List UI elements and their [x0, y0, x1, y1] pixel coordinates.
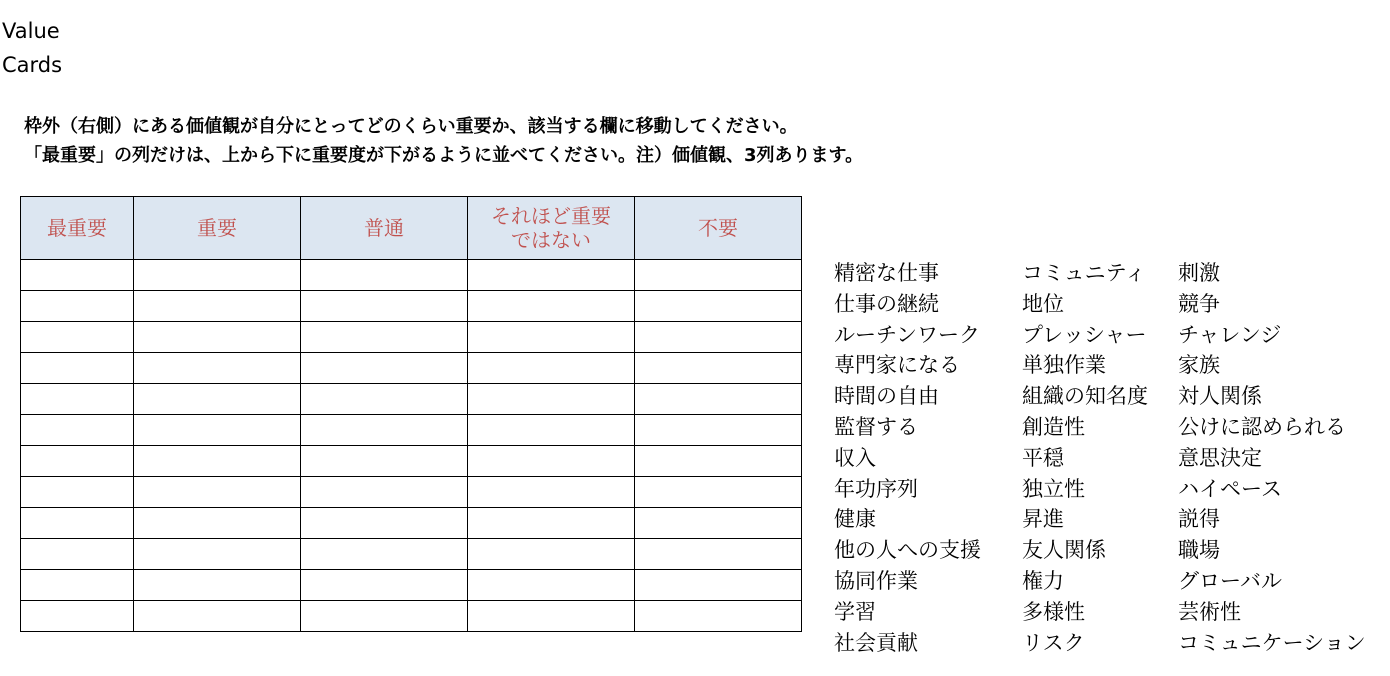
drop-cell[interactable]: [134, 601, 301, 632]
drop-cell[interactable]: [468, 291, 635, 322]
value-card[interactable]: コミュニティ: [1022, 261, 1146, 285]
value-card[interactable]: ハイペース: [1178, 476, 1282, 501]
value-card[interactable]: 単独作業: [1022, 353, 1106, 378]
drop-cell[interactable]: [21, 353, 134, 384]
header-not-so-important: [468, 197, 635, 260]
table-row: [21, 601, 802, 632]
table-row: [21, 508, 802, 539]
table-header-row: [21, 197, 802, 260]
table-row: [21, 477, 802, 508]
drop-cell[interactable]: [635, 570, 802, 601]
drop-cell[interactable]: [134, 446, 301, 477]
drop-cell[interactable]: [468, 415, 635, 446]
drop-cell[interactable]: [134, 539, 301, 570]
drop-cell[interactable]: [301, 477, 468, 508]
header-normal: 普通: [301, 197, 468, 260]
value-card[interactable]: 職場: [1178, 538, 1220, 563]
drop-cell[interactable]: [134, 508, 301, 539]
drop-cell[interactable]: [468, 260, 635, 291]
drop-cell[interactable]: [635, 477, 802, 508]
drop-cell[interactable]: [468, 322, 635, 353]
value-card[interactable]: 学習: [834, 599, 876, 624]
drop-cell[interactable]: [468, 570, 635, 601]
value-card[interactable]: 健康: [834, 507, 876, 532]
table-row: [21, 539, 802, 570]
table-row: [21, 322, 802, 353]
value-card[interactable]: リスク: [1022, 630, 1085, 655]
drop-cell[interactable]: [635, 415, 802, 446]
value-card[interactable]: 地位: [1022, 291, 1064, 316]
drop-cell[interactable]: [635, 446, 802, 477]
drop-cell[interactable]: [635, 539, 802, 570]
table-row: [21, 384, 802, 415]
drop-cell[interactable]: [468, 601, 635, 632]
value-card[interactable]: ルーチンワーク: [834, 322, 980, 347]
drop-cell[interactable]: [635, 601, 802, 632]
value-card[interactable]: 協同作業: [834, 568, 918, 593]
drop-cell[interactable]: [21, 601, 134, 632]
value-card[interactable]: 仕事の継続: [834, 291, 939, 316]
drop-cell[interactable]: [468, 539, 635, 570]
drop-cell[interactable]: [635, 508, 802, 539]
drop-cell[interactable]: [468, 508, 635, 539]
drop-cell[interactable]: [134, 353, 301, 384]
drop-cell[interactable]: [134, 570, 301, 601]
instructions: [24, 112, 863, 170]
drop-cell[interactable]: [21, 260, 134, 291]
title-line-2: Cards: [2, 53, 63, 77]
value-card[interactable]: 刺激: [1178, 261, 1220, 285]
header-not-so-important-label: それほど重要ではない: [491, 204, 611, 252]
importance-table: [20, 196, 802, 632]
drop-cell[interactable]: [468, 477, 635, 508]
drop-cell[interactable]: [21, 415, 134, 446]
table-body: [21, 260, 802, 632]
value-card[interactable]: 独立性: [1022, 476, 1085, 501]
drop-cell[interactable]: [635, 353, 802, 384]
drop-cell[interactable]: [21, 384, 134, 415]
drop-cell[interactable]: [635, 260, 802, 291]
header-unnecessary: 不要: [635, 197, 802, 260]
drop-cell[interactable]: [301, 260, 468, 291]
drop-cell[interactable]: [134, 384, 301, 415]
table-row: [21, 260, 802, 291]
value-card[interactable]: 友人関係: [1022, 538, 1106, 563]
value-card[interactable]: チャレンジ: [1178, 322, 1282, 347]
value-card[interactable]: 平穏: [1022, 445, 1064, 470]
drop-cell[interactable]: [301, 570, 468, 601]
value-card[interactable]: 競争: [1178, 291, 1220, 316]
drop-cell[interactable]: [301, 601, 468, 632]
table-row: [21, 570, 802, 601]
drop-cell[interactable]: [134, 322, 301, 353]
value-cards-column-2: [1022, 258, 1178, 658]
document-title: [2, 14, 62, 82]
value-card[interactable]: 権力: [1022, 568, 1064, 593]
drop-cell[interactable]: [301, 539, 468, 570]
value-card[interactable]: 収入: [834, 445, 876, 470]
value-card[interactable]: 対人関係: [1178, 384, 1262, 409]
value-card[interactable]: 監督する: [834, 414, 918, 439]
header-important: 重要: [134, 197, 301, 260]
header-most-important: 最重要: [21, 197, 134, 260]
value-card[interactable]: 社会貢献: [834, 630, 918, 655]
value-cards-column-1: [834, 258, 1022, 658]
value-card[interactable]: 年功序列: [834, 476, 918, 501]
drop-cell[interactable]: [134, 415, 301, 446]
value-card[interactable]: 公けに認められる: [1178, 414, 1346, 439]
drop-cell[interactable]: [301, 508, 468, 539]
instruction-line-2: 「最重要」の列だけは、上から下に重要度が下がるように並べてください。注）価値観、3列あります。: [24, 145, 864, 166]
value-card[interactable]: 他の人への支援: [834, 538, 981, 563]
drop-cell[interactable]: [468, 353, 635, 384]
drop-cell[interactable]: [21, 570, 134, 601]
value-card[interactable]: 専門家になる: [834, 353, 960, 378]
instruction-line-1: 枠外（右側）にある価値観が自分にとってどのくらい重要か、該当する欄に移動してください。: [24, 116, 798, 137]
drop-cell[interactable]: [635, 384, 802, 415]
value-card[interactable]: コミュニケーション: [1178, 630, 1366, 655]
table-row: [21, 446, 802, 477]
value-card[interactable]: グローバル: [1178, 568, 1282, 593]
table-row: [21, 415, 802, 446]
value-card[interactable]: 組織の知名度: [1022, 384, 1148, 409]
value-card[interactable]: 意思決定: [1178, 445, 1262, 470]
table-row: [21, 353, 802, 384]
drop-cell[interactable]: [21, 446, 134, 477]
value-card[interactable]: 家族: [1178, 353, 1220, 378]
value-cards-column-3: [1178, 258, 1388, 658]
drop-cell[interactable]: [468, 446, 635, 477]
drop-cell[interactable]: [21, 477, 134, 508]
drop-cell[interactable]: [134, 291, 301, 322]
drop-cell[interactable]: [21, 539, 134, 570]
drop-cell[interactable]: [301, 446, 468, 477]
drop-cell[interactable]: [635, 291, 802, 322]
drop-cell[interactable]: [301, 415, 468, 446]
value-card[interactable]: 精密な仕事: [834, 261, 939, 285]
drop-cell[interactable]: [21, 291, 134, 322]
drop-cell[interactable]: [301, 353, 468, 384]
drop-cell[interactable]: [21, 508, 134, 539]
drop-cell[interactable]: [134, 260, 301, 291]
drop-cell[interactable]: [301, 322, 468, 353]
value-card[interactable]: 多様性: [1022, 599, 1085, 624]
value-card[interactable]: プレッシャー: [1022, 322, 1147, 347]
drop-cell[interactable]: [301, 384, 468, 415]
drop-cell[interactable]: [635, 322, 802, 353]
value-cards-area: [834, 258, 1388, 658]
drop-cell[interactable]: [301, 291, 468, 322]
drop-cell[interactable]: [21, 322, 134, 353]
drop-cell[interactable]: [468, 384, 635, 415]
table-row: [21, 291, 802, 322]
value-card[interactable]: 時間の自由: [834, 384, 939, 409]
value-card[interactable]: 芸術性: [1178, 599, 1241, 624]
title-line-1: Value: [2, 19, 60, 43]
value-card[interactable]: 昇進: [1022, 507, 1064, 532]
value-card[interactable]: 創造性: [1022, 414, 1085, 439]
drop-cell[interactable]: [134, 477, 301, 508]
value-card[interactable]: 説得: [1178, 507, 1220, 532]
